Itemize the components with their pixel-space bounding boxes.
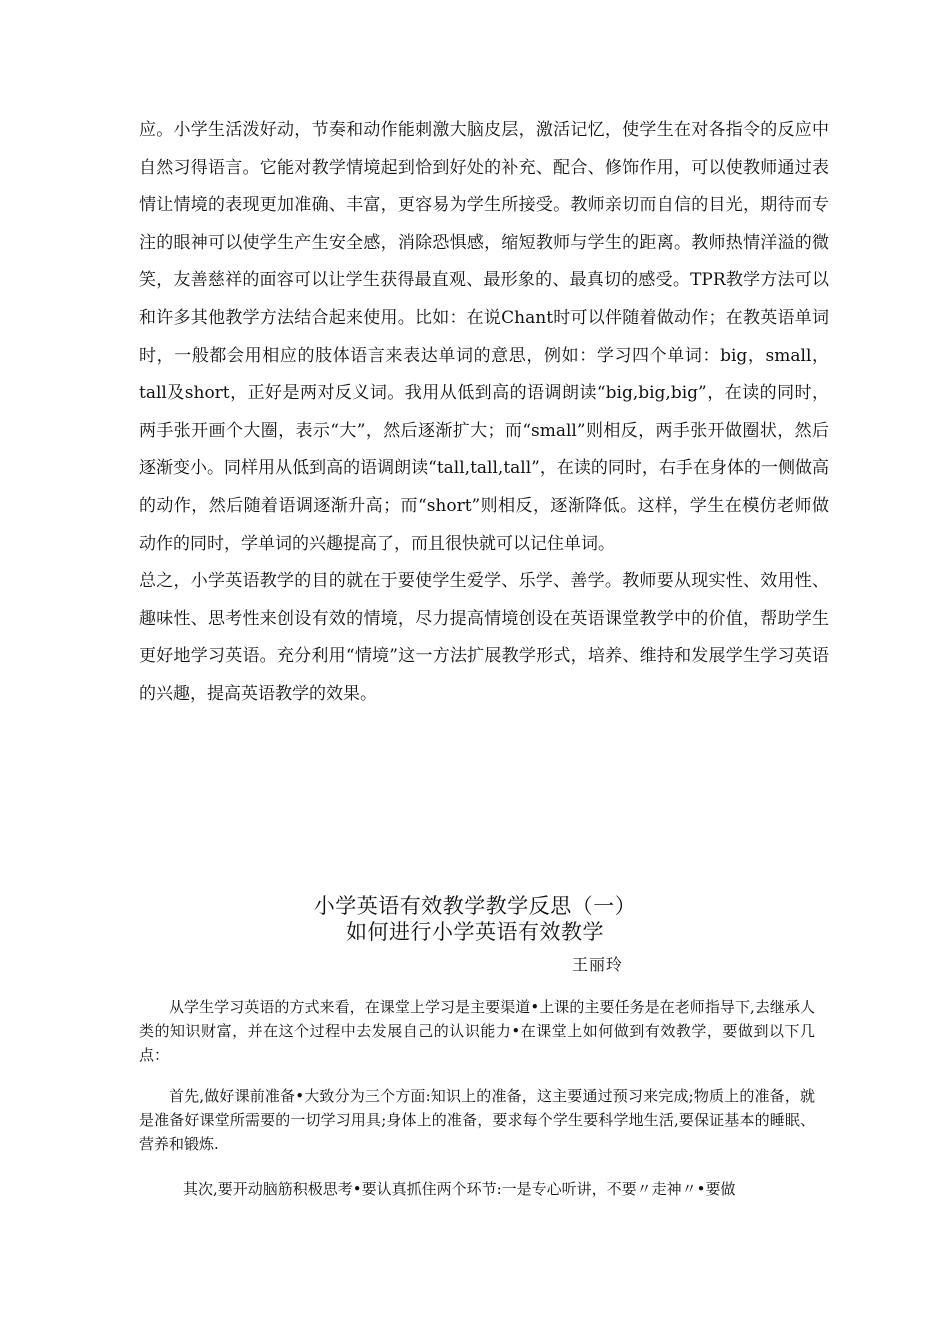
paragraph-intro: 从学生学习英语的方式来看，在课堂上学习是主要渠道•上课的主要任务是在老师指导下,去继承人类的知识财富，并在这个过程中去发展自己的认识能力•在课堂上如何做到有效教学，要做到以下几点： [139, 998, 815, 1064]
article-author: 王丽玲 [572, 955, 624, 974]
paragraph-conclusion: 总之，小学英语教学的目的就在于要使学生爱学、乐学、善学。教师要从现实性、效用性、趣味性、思考性来创设有效的情境，尽力提高情境创设在英语课堂教学中的价值，帮助学生更好地学习英语。充分利用“情境”这一方法扩展教学形式，培养、维持和发展学生学习英语的兴趣，提高英语教学的效果。 [139, 571, 829, 704]
paragraph-tpr-method: 应。小学生活泼好动，节奏和动作能刺激大脑皮层，激活记忆，使学生在对各指令的反应中自然习得语言。它能对教学情境起到恰到好处的补充、配合、修饰作用，可以使教师通过表情让情境的表现更加准确、丰富，更容易为学生所接受。教师亲切而自信的目光，期待而专注的眼神可以使学生产生安全感，消除恐惧感，缩短教师与学生的距离。教师热情洋溢的微笑，友善慈祥的面容可以让学生获得最直观、最形象的、最真切的感受。TPR教学方法可以和许多其他教学方法结合起来使用。比如：在说Chant时可以伴随着做动作；在教英语单词时，一般都会用相应的肢体语言来表达单词的意思，例如：学习四个单词：big，small，tall及short，正好是两对反义词。我用从低到高的语调朗读“big,big,big”，在读的同时，两手张开画个大圈，表示“大”，然后逐渐扩大；而“small”则相反，两手张开做圈状，然后逐渐变小。同样用从低到高的语调朗读“tall,tall,tall”，在读的同时，右手在身体的一侧做高的动作，然后随着语调逐渐升高；而“short”则相反，逐渐降低。这样，学生在模仿老师做动作的同时，学单词的兴趣提高了，而且很快就可以记住单词。 [139, 120, 829, 554]
body-text-section [139, 112, 829, 714]
article-body [139, 995, 815, 1201]
article-subtitle: 如何进行小学英语有效教学 [346, 920, 604, 944]
article-title: 小学英语有效教学教学反思（一） [313, 894, 637, 918]
paragraph-first: 首先,做好课前准备•大致分为三个方面:知识上的准备，这主要通过预习来完成;物质上的准备，就是准备好课堂所需要的一切学习用具;身体上的准备，要求每个学生要科学地生活,要保证基本的睡眠、营养和锻炼. [139, 1087, 815, 1153]
paragraph-second: 其次,要开动脑筋积极思考•要认真抓住两个环节:一是专心听讲，不要〃走神〃•要做 [183, 1180, 736, 1198]
